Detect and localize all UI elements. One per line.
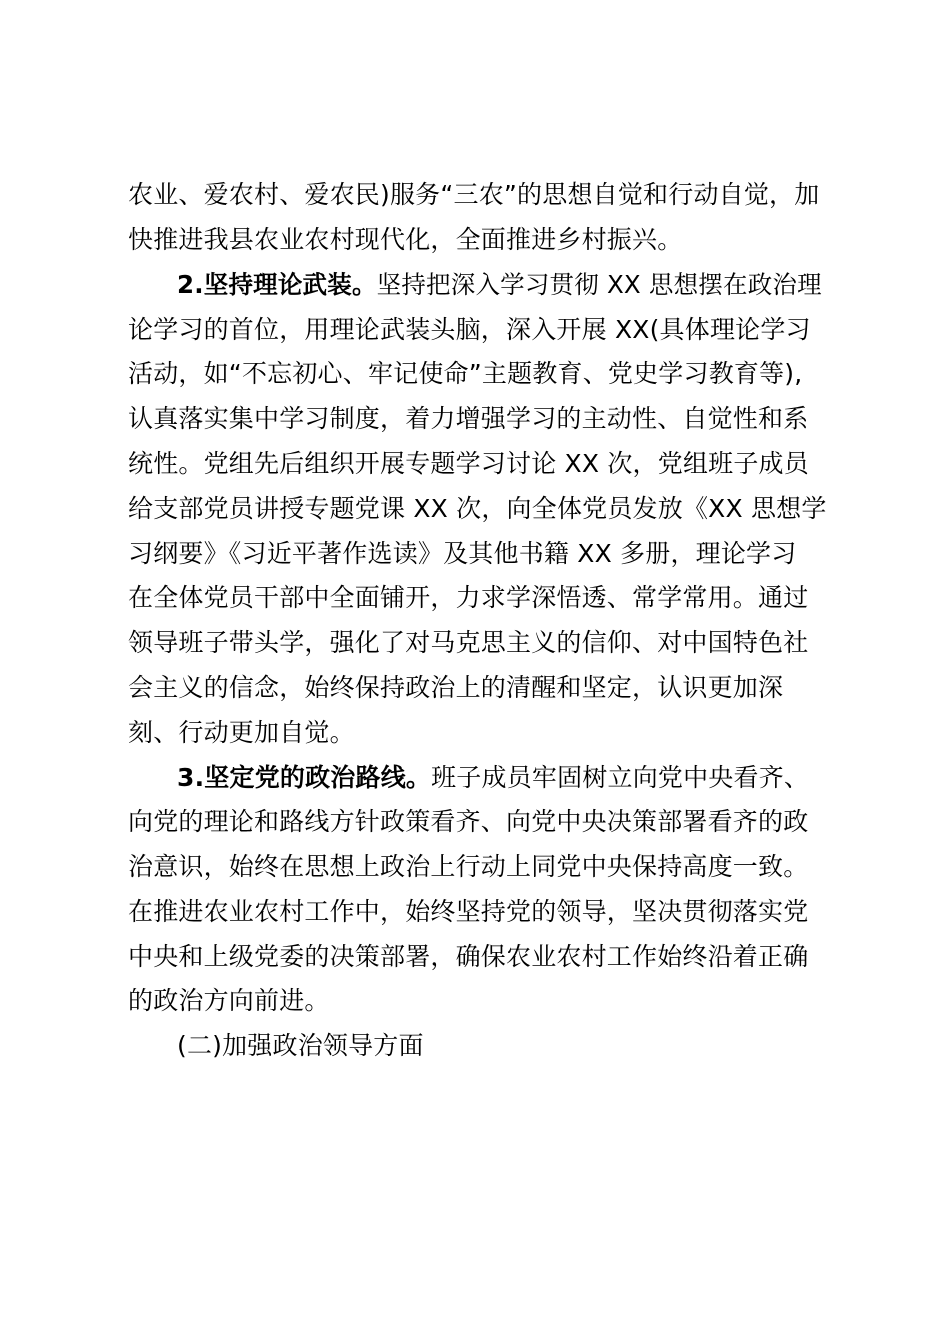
paragraph-3-line-5: 中央和上级党委的决策部署，确保农业农村工作始终沿着正确 bbox=[128, 942, 809, 971]
paragraph-2-line-11: 刻、行动更加自觉。 bbox=[128, 718, 355, 747]
paragraph-2-lead: 2.坚持理论武装。 bbox=[177, 270, 377, 299]
paragraph-3-line-6: 的政治方向前进。 bbox=[128, 986, 330, 1015]
paragraph-2-line-2: 论学习的首位，用理论武装头脑，深入开展 XX(具体理论学习 bbox=[128, 315, 811, 344]
paragraph-2-line-5: 统性。党组先后组织开展专题学习讨论 XX 次，党组班子成员 bbox=[128, 449, 809, 478]
paragraph-3-line-3: 治意识，始终在思想上政治上行动上同党中央保持高度一致。 bbox=[128, 852, 809, 881]
paragraph-3-line-1 bbox=[177, 763, 809, 793]
paragraph-2-line-10: 会主义的信念，始终保持政治上的清醒和坚定，认识更加深 bbox=[128, 673, 784, 702]
paragraph-2-line-4: 认真落实集中学习制度，着力增强学习的主动性、自觉性和系 bbox=[128, 404, 809, 433]
paragraph-2-line-6: 给支部党员讲授专题党课 XX 次，向全体党员发放《XX 思想学 bbox=[128, 494, 827, 523]
paragraph-2-line-3: 活动，如“不忘初心、牢记使命”主题教育、党史学习教育等), bbox=[128, 359, 803, 388]
paragraph-3-line-1-text: 班子成员牢固树立向党中央看齐、 bbox=[431, 763, 810, 792]
paragraph-1-line-1: 农业、爱农村、爱农民)服务“三农”的思想自觉和行动自觉，加 bbox=[128, 180, 820, 209]
paragraph-2-line-1 bbox=[177, 270, 822, 300]
paragraph-2-line-7: 习纲要》《习近平著作选读》及其他书籍 XX 多册，理论学习 bbox=[128, 539, 797, 568]
paragraph-3-line-2: 向党的理论和路线方针政策看齐、向党中央决策部署看齐的政 bbox=[128, 807, 809, 836]
paragraph-2-line-9: 领导班子带头学，强化了对马克思主义的信仰、对中国特色社 bbox=[128, 628, 809, 657]
paragraph-3-lead: 3.坚定党的政治路线。 bbox=[177, 763, 432, 792]
paragraph-3-line-4: 在推进农业农村工作中，始终坚持党的领导，坚决贯彻落实党 bbox=[128, 897, 809, 926]
paragraph-2-line-1-text: 坚持把深入学习贯彻 XX 思想摆在政治理 bbox=[376, 270, 822, 299]
section-heading: (二)加强政治领导方面 bbox=[177, 1031, 424, 1060]
paragraph-1-line-2: 快推进我县农业农村现代化，全面推进乡村振兴。 bbox=[128, 225, 683, 254]
paragraph-2-line-8: 在全体党员干部中全面铺开，力求学深悟透、常学常用。通过 bbox=[128, 583, 809, 612]
